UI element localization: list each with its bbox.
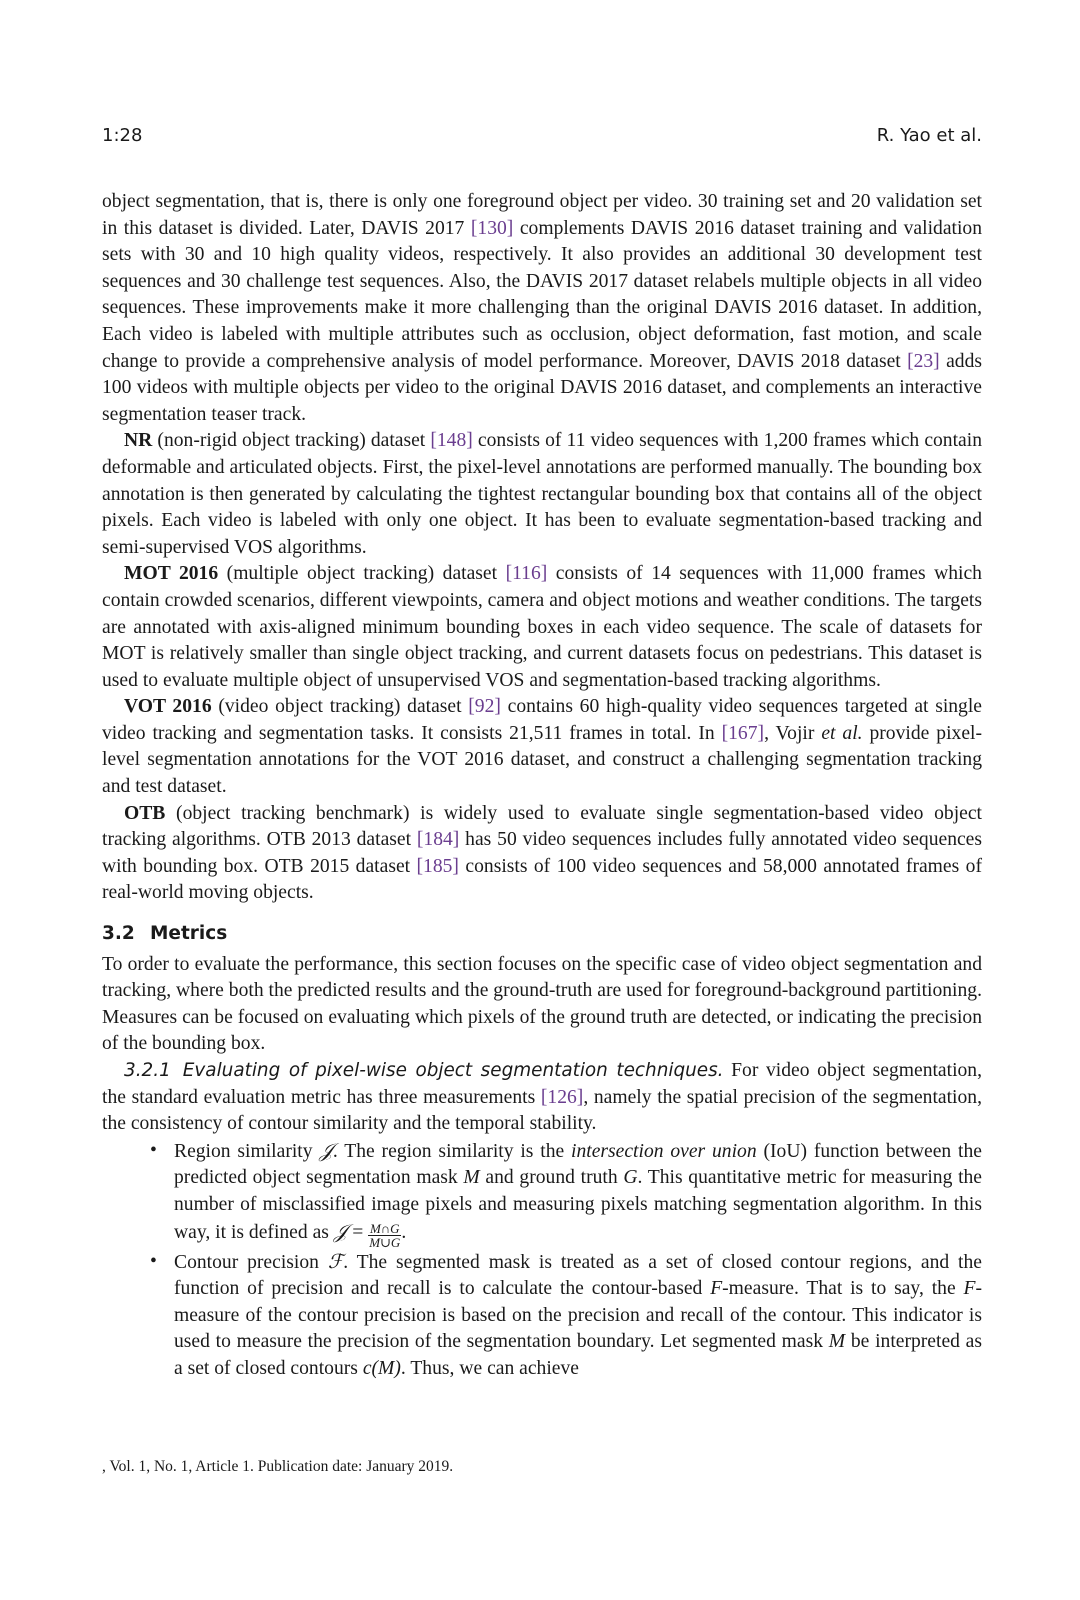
text-run: provide pixel-level segmentation annotations for the VOT 2016 dataset, and construct a challenging segmentation tracking and test dataset. bbox=[102, 722, 982, 798]
et-al: et al. bbox=[821, 722, 863, 744]
text-run: (multiple object tracking) dataset bbox=[218, 563, 506, 585]
page-body bbox=[102, 189, 982, 1383]
citation-link[interactable]: [148] bbox=[430, 430, 473, 452]
math-var: M bbox=[463, 1167, 480, 1189]
text-run: complements DAVIS 2016 dataset training and validation sets with 30 and 10 high quality videos, respectively. It also provides an additional 30 development test sequences and 30 challenge test sequences. Also, the DAVIS 2017 dataset relabels multiple objects in all video sequences. These improvements make it more challenging than the original DAVIS 2016 dataset. In addition, Each video is labeled with multiple attributes such as occlusion, object deformation, fast motion, and scale change to provide a comprehensive analysis of model performance. Moreover, DAVIS 2018 dataset bbox=[102, 217, 982, 372]
fraction bbox=[368, 1222, 401, 1249]
text-run: . This quantitative metric for measuring the number of misclassified image pixels and measuring pixels matching segmentation algorithm. In this way, it is defined as bbox=[174, 1167, 983, 1243]
bullet-icon: • bbox=[150, 1250, 157, 1272]
dataset-name: NR bbox=[124, 430, 153, 452]
math-var: G bbox=[623, 1167, 638, 1189]
page-number: 1:28 bbox=[102, 125, 143, 146]
text-run: . bbox=[401, 1221, 407, 1243]
citation-link[interactable]: [185] bbox=[416, 855, 459, 877]
math-var: F bbox=[710, 1278, 723, 1300]
metrics-list bbox=[102, 1138, 982, 1383]
fraction-denominator: M∪G bbox=[369, 1234, 401, 1250]
text-run: -measure. That is to say, the bbox=[722, 1278, 964, 1300]
citation-link[interactable]: [130] bbox=[470, 217, 514, 239]
dataset-name: OTB bbox=[124, 802, 166, 824]
text-run: Contour precision bbox=[174, 1251, 328, 1273]
running-header bbox=[102, 125, 982, 149]
text-run: consists of 14 sequences with 11,000 frames which contain crowded scenarios, different viewpoints, camera and object motions and weather conditions. The targets are annotated with axis-aligned minimum bounding boxes in each video sequence. The scale of datasets for MOT is relatively smaller than single object tracking, and current datasets focus on pedestrians. This dataset is used to evaluate multiple object of unsupervised VOS and segmentation-based tracking algorithms. bbox=[102, 563, 982, 691]
text-run: (video object tracking) dataset bbox=[211, 696, 469, 718]
math-var: M bbox=[828, 1331, 846, 1353]
subsection-number: 3.2.1 bbox=[124, 1060, 171, 1081]
text-run: (IoU) function between the predicted object segmentation mask bbox=[174, 1140, 982, 1189]
section-number: 3.2 bbox=[102, 923, 135, 945]
text-run: (non-rigid object tracking) dataset bbox=[152, 430, 431, 452]
text-run: contains 60 high-quality video sequences targeted at single video tracking and segmentation tasks. It consists 21,511 frames in total. In bbox=[102, 696, 982, 744]
running-authors: R. Yao et al. bbox=[876, 125, 982, 146]
section-heading bbox=[102, 921, 982, 948]
citation-link[interactable]: [167] bbox=[721, 722, 765, 744]
text-run: , Vojir bbox=[764, 722, 822, 744]
bullet-icon: • bbox=[150, 1139, 157, 1161]
dataset-name: VOT 2016 bbox=[124, 696, 212, 718]
math-symbol: 𝒥 bbox=[333, 1219, 348, 1243]
citation-link[interactable]: [23] bbox=[907, 350, 940, 372]
emphasis: intersection over union bbox=[571, 1140, 757, 1162]
text-run: and ground truth bbox=[479, 1167, 624, 1189]
mot-paragraph bbox=[102, 561, 982, 694]
math-symbol: 𝒥 bbox=[319, 1138, 333, 1162]
subsection-title: Evaluating of pixel-wise object segmentation techniques. bbox=[182, 1060, 724, 1081]
citation-link[interactable]: [116] bbox=[505, 563, 548, 585]
section-title: Metrics bbox=[150, 923, 228, 945]
list-item bbox=[102, 1138, 982, 1249]
subsection-paragraph bbox=[102, 1058, 982, 1138]
math-var: c(M) bbox=[362, 1357, 401, 1379]
text-run: For video object segmentation, the standard evaluation metric has three measurements bbox=[102, 1060, 983, 1108]
text-run: . The region similarity is the bbox=[332, 1140, 572, 1162]
text-run: Region similarity bbox=[174, 1140, 320, 1162]
text-run: -measure of the contour precision is based on the precision and recall of the contour. This indicator is used to measure the precision of the segmentation boundary. Let segmented mask bbox=[174, 1278, 982, 1353]
text-run: object segmentation, that is, there is only one foreground object per video. 30 training set and 20 validation set in this dataset is divided. Later, DAVIS 2017 bbox=[102, 191, 982, 239]
text-run: adds 100 videos with multiple objects per video to the original DAVIS 2016 dataset, and complements an interactive segmentation teaser track. bbox=[102, 350, 982, 425]
text-run: consists of 11 video sequences with 1,200 frames which contain deformable and articulated objects. First, the pixel-level annotations are performed manually. The bounding box annotation is then generated by calculating the tightest rectangular bounding box that contains all of the object pixels. Each video is labeled with only one object. It has been to evaluate segmentation-based tracking and semi-supervised VOS algorithms. bbox=[102, 430, 982, 558]
math-var: F bbox=[963, 1278, 976, 1300]
text-run: be interpreted as a set of closed contours bbox=[174, 1331, 983, 1379]
metrics-intro-paragraph: To order to evaluate the performance, this section focuses on the specific case of video object segmentation and tracking, where both the predicted results and the ground-truth are used for foreground-background partitioning. Measures can be focused on evaluating which pixels of the ground truth are detected, or indicating the precision of the bounding box. bbox=[102, 953, 982, 1055]
text-run: . The segmented mask is treated as a set of closed contour regions, and the function of precision and recall is to calculate the contour-based bbox=[174, 1251, 982, 1300]
text-run: consists of 100 video sequences and 58,000 annotated frames of real-world moving objects. bbox=[102, 855, 982, 904]
nr-paragraph bbox=[102, 428, 982, 561]
davis-paragraph bbox=[102, 189, 982, 428]
text-run: . Thus, we can achieve bbox=[400, 1357, 579, 1379]
text-run: has 50 video sequences includes fully annotated video sequences with bounding box. OTB 2015 dataset bbox=[102, 829, 983, 877]
otb-paragraph bbox=[102, 801, 982, 907]
math-symbol: ℱ bbox=[327, 1249, 344, 1273]
vot-paragraph bbox=[102, 694, 982, 800]
list-item bbox=[102, 1249, 982, 1383]
citation-link[interactable]: [92] bbox=[468, 696, 501, 718]
text-run: = bbox=[347, 1221, 369, 1243]
citation-link[interactable]: [126] bbox=[540, 1086, 584, 1108]
dataset-name: MOT 2016 bbox=[124, 563, 219, 585]
text-run: (object tracking benchmark) is widely used to evaluate single segmentation-based video object tracking algorithms. OTB 2013 dataset bbox=[102, 802, 982, 851]
page-footer: , Vol. 1, No. 1, Article 1. Publication date: January 2019. bbox=[102, 1458, 454, 1475]
fraction-numerator: M∩G bbox=[369, 1220, 400, 1236]
citation-link[interactable]: [184] bbox=[416, 829, 460, 851]
text-run: , namely the spatial precision of the segmentation, the consistency of contour similarity and the temporal stability. bbox=[102, 1086, 982, 1135]
